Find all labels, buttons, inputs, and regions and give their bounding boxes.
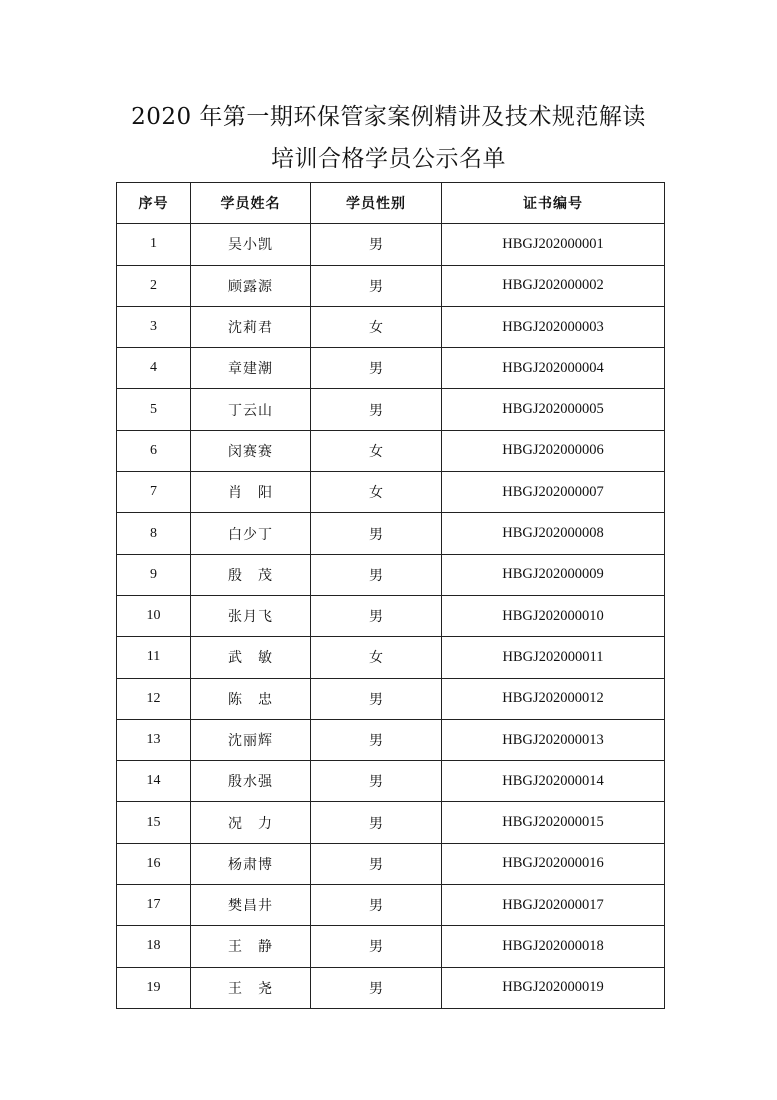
table-row	[117, 637, 665, 678]
trainee-gender-cell: 男	[311, 719, 442, 760]
trainee-gender-cell: 男	[311, 595, 442, 636]
trainee-gender-cell: 男	[311, 513, 442, 554]
table-row	[117, 389, 665, 430]
serial-number-cell: 6	[117, 430, 191, 471]
trainee-name-cell: 殷 茂	[191, 554, 311, 595]
trainee-gender-cell: 男	[311, 678, 442, 719]
serial-number-cell: 10	[117, 595, 191, 636]
serial-number-cell: 9	[117, 554, 191, 595]
trainee-gender-cell: 男	[311, 761, 442, 802]
serial-number-cell: 15	[117, 802, 191, 843]
certificate-number-cell: HBGJ202000015	[442, 802, 665, 843]
table-row	[117, 348, 665, 389]
table-row	[117, 472, 665, 513]
table-header-row	[117, 183, 665, 224]
certificate-number-cell: HBGJ202000006	[442, 430, 665, 471]
trainee-name-cell: 丁云山	[191, 389, 311, 430]
trainee-name-cell: 杨肃博	[191, 843, 311, 884]
serial-number-cell: 8	[117, 513, 191, 554]
trainee-gender-cell: 男	[311, 926, 442, 967]
serial-number-cell: 13	[117, 719, 191, 760]
trainee-name-cell: 陈 忠	[191, 678, 311, 719]
table-row	[117, 554, 665, 595]
serial-number-cell: 12	[117, 678, 191, 719]
certificate-number-cell: HBGJ202000013	[442, 719, 665, 760]
table-row	[117, 843, 665, 884]
certificate-number-cell: HBGJ202000008	[442, 513, 665, 554]
table-row	[117, 885, 665, 926]
trainee-gender-cell: 女	[311, 430, 442, 471]
document-title-line-2: 培训合格学员公示名单	[271, 146, 506, 172]
certificate-number-cell: HBGJ202000019	[442, 967, 665, 1008]
trainee-gender-cell: 男	[311, 224, 442, 265]
certificate-number-cell: HBGJ202000014	[442, 761, 665, 802]
serial-number-cell: 3	[117, 306, 191, 347]
table-row	[117, 224, 665, 265]
header-trainee-name: 学员姓名	[191, 183, 311, 224]
trainee-gender-cell: 男	[311, 348, 442, 389]
trainee-name-cell: 顾露源	[191, 265, 311, 306]
serial-number-cell: 17	[117, 885, 191, 926]
serial-number-cell: 2	[117, 265, 191, 306]
table-row	[117, 761, 665, 802]
serial-number-cell: 1	[117, 224, 191, 265]
serial-number-cell: 19	[117, 967, 191, 1008]
trainee-name-cell: 王 尧	[191, 967, 311, 1008]
certificate-number-cell: HBGJ202000011	[442, 637, 665, 678]
trainee-gender-cell: 男	[311, 389, 442, 430]
header-trainee-gender: 学员性别	[311, 183, 442, 224]
certificate-number-cell: HBGJ202000004	[442, 348, 665, 389]
trainee-name-cell: 肖 阳	[191, 472, 311, 513]
table-row	[117, 926, 665, 967]
certificate-number-cell: HBGJ202000009	[442, 554, 665, 595]
table-row	[117, 430, 665, 471]
trainee-name-cell: 殷水强	[191, 761, 311, 802]
certificate-number-cell: HBGJ202000005	[442, 389, 665, 430]
certificate-number-cell: HBGJ202000007	[442, 472, 665, 513]
certificate-number-cell: HBGJ202000018	[442, 926, 665, 967]
serial-number-cell: 5	[117, 389, 191, 430]
trainee-name-cell: 沈莉君	[191, 306, 311, 347]
serial-number-cell: 4	[117, 348, 191, 389]
certificate-number-cell: HBGJ202000002	[442, 265, 665, 306]
trainee-name-cell: 王 静	[191, 926, 311, 967]
serial-number-cell: 16	[117, 843, 191, 884]
certificate-number-cell: HBGJ202000012	[442, 678, 665, 719]
trainee-gender-cell: 男	[311, 885, 442, 926]
table-row	[117, 265, 665, 306]
trainee-gender-cell: 男	[311, 265, 442, 306]
serial-number-cell: 14	[117, 761, 191, 802]
trainee-name-cell: 吴小凯	[191, 224, 311, 265]
trainee-name-cell: 樊昌井	[191, 885, 311, 926]
trainee-name-cell: 张月飞	[191, 595, 311, 636]
header-serial-number: 序号	[117, 183, 191, 224]
trainee-name-cell: 白少丁	[191, 513, 311, 554]
header-certificate-number: 证书编号	[442, 183, 665, 224]
table-row	[117, 513, 665, 554]
trainee-name-cell: 武 敏	[191, 637, 311, 678]
table-row	[117, 678, 665, 719]
trainee-name-cell: 沈丽辉	[191, 719, 311, 760]
trainee-gender-cell: 男	[311, 802, 442, 843]
trainee-gender-cell: 男	[311, 554, 442, 595]
table-row	[117, 802, 665, 843]
trainee-gender-cell: 女	[311, 472, 442, 513]
table-row	[117, 306, 665, 347]
certificate-number-cell: HBGJ202000003	[442, 306, 665, 347]
certificate-number-cell: HBGJ202000017	[442, 885, 665, 926]
trainee-gender-cell: 女	[311, 637, 442, 678]
trainee-name-cell: 闵赛赛	[191, 430, 311, 471]
trainee-gender-cell: 女	[311, 306, 442, 347]
trainee-name-cell: 况 力	[191, 802, 311, 843]
serial-number-cell: 7	[117, 472, 191, 513]
document-title-line-1: 2020 年第一期环保管家案例精讲及技术规范解读	[131, 104, 646, 130]
certificate-number-cell: HBGJ202000016	[442, 843, 665, 884]
trainee-gender-cell: 男	[311, 967, 442, 1008]
trainee-list-table	[116, 182, 665, 1009]
table-row	[117, 719, 665, 760]
certificate-number-cell: HBGJ202000001	[442, 224, 665, 265]
certificate-number-cell: HBGJ202000010	[442, 595, 665, 636]
serial-number-cell: 11	[117, 637, 191, 678]
table-row	[117, 967, 665, 1008]
serial-number-cell: 18	[117, 926, 191, 967]
table-row	[117, 595, 665, 636]
trainee-gender-cell: 男	[311, 843, 442, 884]
trainee-name-cell: 章建潮	[191, 348, 311, 389]
